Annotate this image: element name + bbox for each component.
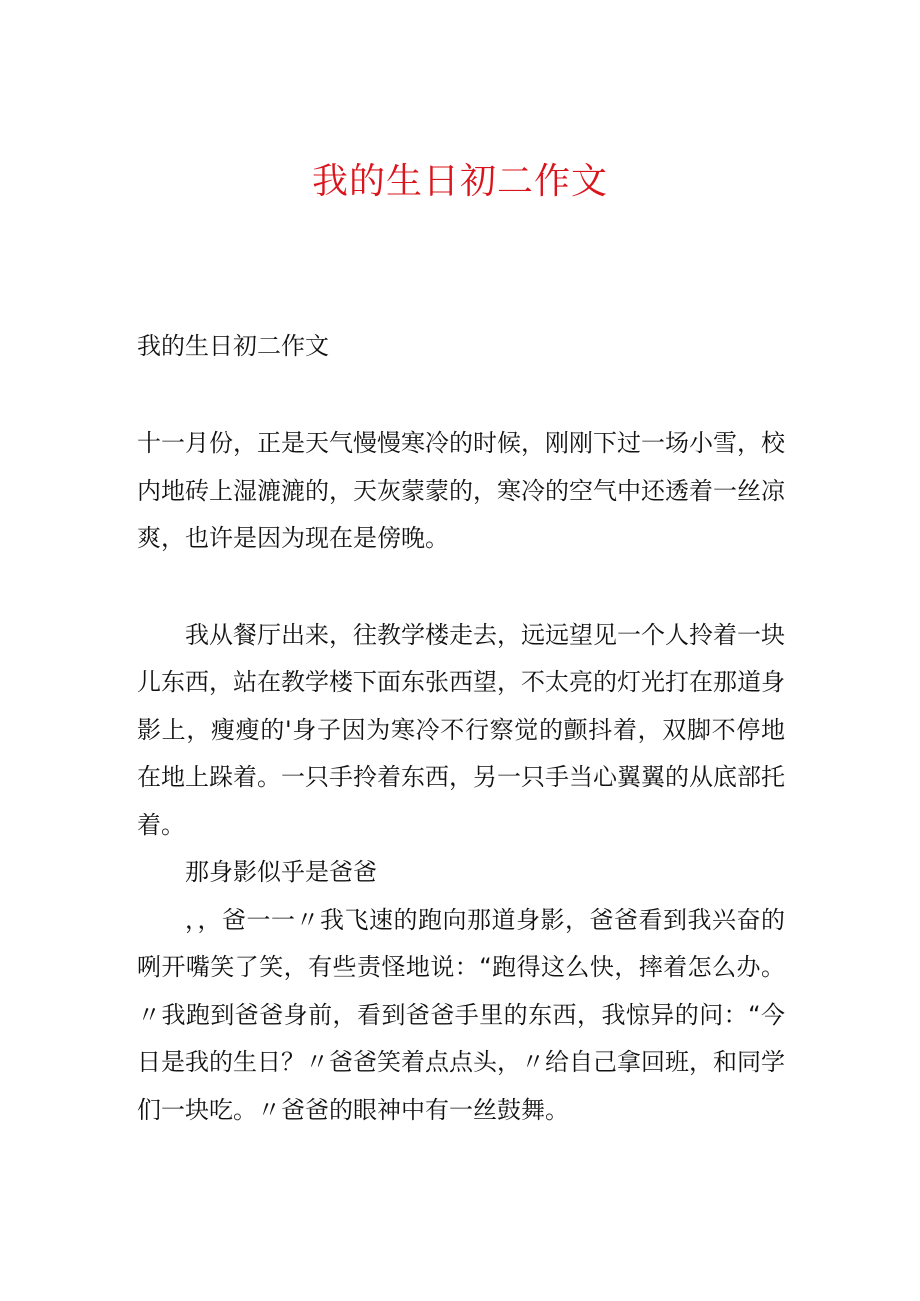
paragraph-1: 十一月份，正是天气慢慢寒冷的时候，刚刚下过一场小雪，校内地砖上湿漉漉的，天灰蒙蒙的，寒冷的空气中还透着一丝凉爽，也许是因为现在是傍晚。 <box>137 429 785 552</box>
paragraph-4: ，，爸一一〃我飞速的跑向那道身影，爸爸看到我兴奋的咧开嘴笑了笑，有些责怪地说：“跑得这么快，摔着怎么办。〃我跑到爸爸身前，看到爸爸手里的东西，我惊异的问：“今日是我的生日？〃爸爸笑着点点头，〃给自己拿回班，和同学们一块吃。〃爸爸的眼神中有一丝鼓舞。 <box>137 905 785 1124</box>
paragraph-2: 我从餐厅出来，往教学楼走去，远远望见一个人拎着一块儿东西，站在教学楼下面东张西望，不太亮的灯光打在那道身影上，瘦瘦的'身子因为寒冷不行察觉的颤抖着，双脚不停地在地上跺着。一只手拎着东西，另一只手当心翼翼的从底部托着。 <box>137 620 785 839</box>
paragraph-3: 那身影似乎是爸爸 <box>185 858 377 886</box>
document-title: 我的生日初二作文 <box>311 161 608 202</box>
document-subtitle: 我的生日初二作文 <box>137 332 329 360</box>
document-body <box>137 420 785 1134</box>
